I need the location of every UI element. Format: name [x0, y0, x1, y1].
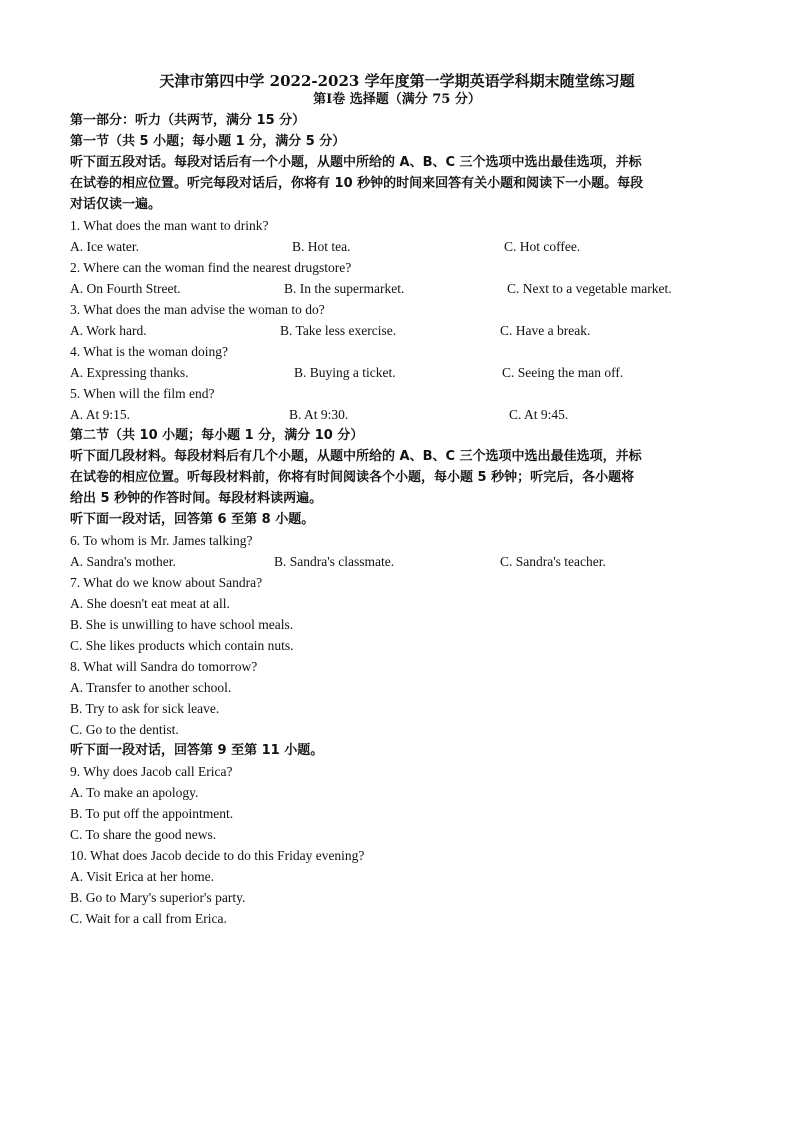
- question-6-stem: 6. To whom is Mr. James talking?: [70, 533, 253, 548]
- question-9-option-b: B. To put off the appointment.: [70, 806, 234, 821]
- part1-heading: 第一部分：听力（共两节，满分 15 分）: [70, 113, 306, 128]
- question-4-stem: 4. What is the woman doing?: [70, 344, 228, 359]
- question-7-option-a: A. She doesn't eat meat at all.: [70, 596, 230, 611]
- question-5-option-c: C. At 9:45.: [509, 407, 569, 422]
- question-7-stem: 7. What do we know about Sandra?: [70, 575, 263, 590]
- question-1-option-a: A. Ice water.: [70, 239, 139, 254]
- section2-instructions-line2: 在试卷的相应位置。听每段材料前，你将有时间阅读各个小题，每小题 5 秒钟；听完后，各小题将: [70, 470, 635, 485]
- question-4-option-b: B. Buying a ticket.: [294, 365, 396, 380]
- section2-instructions-line1: 听下面几段材料。每段材料后有几个小题，从题中所给的 A、B、C 三个选项中选出最佳选项，并标: [70, 449, 642, 464]
- group-1-instruction: 听下面一段对话，回答第 6 至第 8 小题。: [70, 512, 315, 527]
- question-7-option-c: C. She likes products which contain nuts.: [70, 638, 294, 653]
- group-2-instruction: 听下面一段对话，回答第 9 至第 11 小题。: [70, 743, 324, 758]
- exam-title: 天津市第四中学 2022-2023 学年度第一学期英语学科期末随堂练习题: [159, 72, 635, 90]
- question-9-stem: 9. Why does Jacob call Erica?: [70, 764, 233, 779]
- question-2-option-a: A. On Fourth Street.: [70, 281, 181, 296]
- question-5-option-b: B. At 9:30.: [289, 407, 349, 422]
- question-1-option-b: B. Hot tea.: [292, 239, 351, 254]
- question-10-stem: 10. What does Jacob decide to do this Friday evening?: [70, 848, 365, 863]
- question-6-option-a: A. Sandra's mother.: [70, 554, 176, 569]
- question-1-stem: 1. What does the man want to drink?: [70, 218, 269, 233]
- question-2-option-b: B. In the supermarket.: [284, 281, 405, 296]
- question-10-option-a: A. Visit Erica at her home.: [70, 869, 215, 884]
- question-2-option-c: C. Next to a vegetable market.: [507, 281, 672, 296]
- question-5-option-a: A. At 9:15.: [70, 407, 131, 422]
- exam-subtitle: 第Ⅰ卷 选择题（满分 75 分）: [313, 92, 481, 107]
- question-3-option-c: C. Have a break.: [500, 323, 591, 338]
- section1-instructions-line2: 在试卷的相应位置。听完每段对话后，你将有 10 秒钟的时间来回答有关小题和阅读下一小题。每段: [70, 176, 644, 191]
- question-9-option-a: A. To make an apology.: [70, 785, 199, 800]
- question-1-option-c: C. Hot coffee.: [504, 239, 581, 254]
- question-9-option-c: C. To share the good news.: [70, 827, 217, 842]
- section2-heading: 第二节（共 10 小题；每小题 1 分，满分 10 分）: [70, 428, 364, 443]
- section1-instructions-line1: 听下面五段对话。每段对话后有一个小题，从题中所给的 A、B、C 三个选项中选出最佳选项，并标: [70, 155, 642, 170]
- question-4-option-c: C. Seeing the man off.: [502, 365, 624, 380]
- question-3-option-a: A. Work hard.: [70, 323, 147, 338]
- question-7-option-b: B. She is unwilling to have school meals.: [70, 617, 294, 632]
- section2-instructions-line3: 给出 5 秒钟的作答时间。每段材料读两遍。: [70, 491, 323, 506]
- question-8-stem: 8. What will Sandra do tomorrow?: [70, 659, 258, 674]
- section1-heading: 第一节（共 5 小题；每小题 1 分，满分 5 分）: [70, 134, 346, 149]
- question-8-option-c: C. Go to the dentist.: [70, 722, 179, 737]
- question-3-option-b: B. Take less exercise.: [280, 323, 397, 338]
- question-6-option-b: B. Sandra's classmate.: [274, 554, 395, 569]
- question-6-option-c: C. Sandra's teacher.: [500, 554, 606, 569]
- question-3-stem: 3. What does the man advise the woman to do?: [70, 302, 325, 317]
- question-4-option-a: A. Expressing thanks.: [70, 365, 189, 380]
- question-5-stem: 5. When will the film end?: [70, 386, 215, 401]
- question-10-option-b: B. Go to Mary's superior's party.: [70, 890, 246, 905]
- section1-instructions-line3: 对话仅读一遍。: [70, 197, 162, 212]
- question-8-option-a: A. Transfer to another school.: [70, 680, 232, 695]
- question-10-option-c: C. Wait for a call from Erica.: [70, 911, 227, 926]
- question-8-option-b: B. Try to ask for sick leave.: [70, 701, 220, 716]
- question-2-stem: 2. Where can the woman find the nearest drugstore?: [70, 260, 352, 275]
